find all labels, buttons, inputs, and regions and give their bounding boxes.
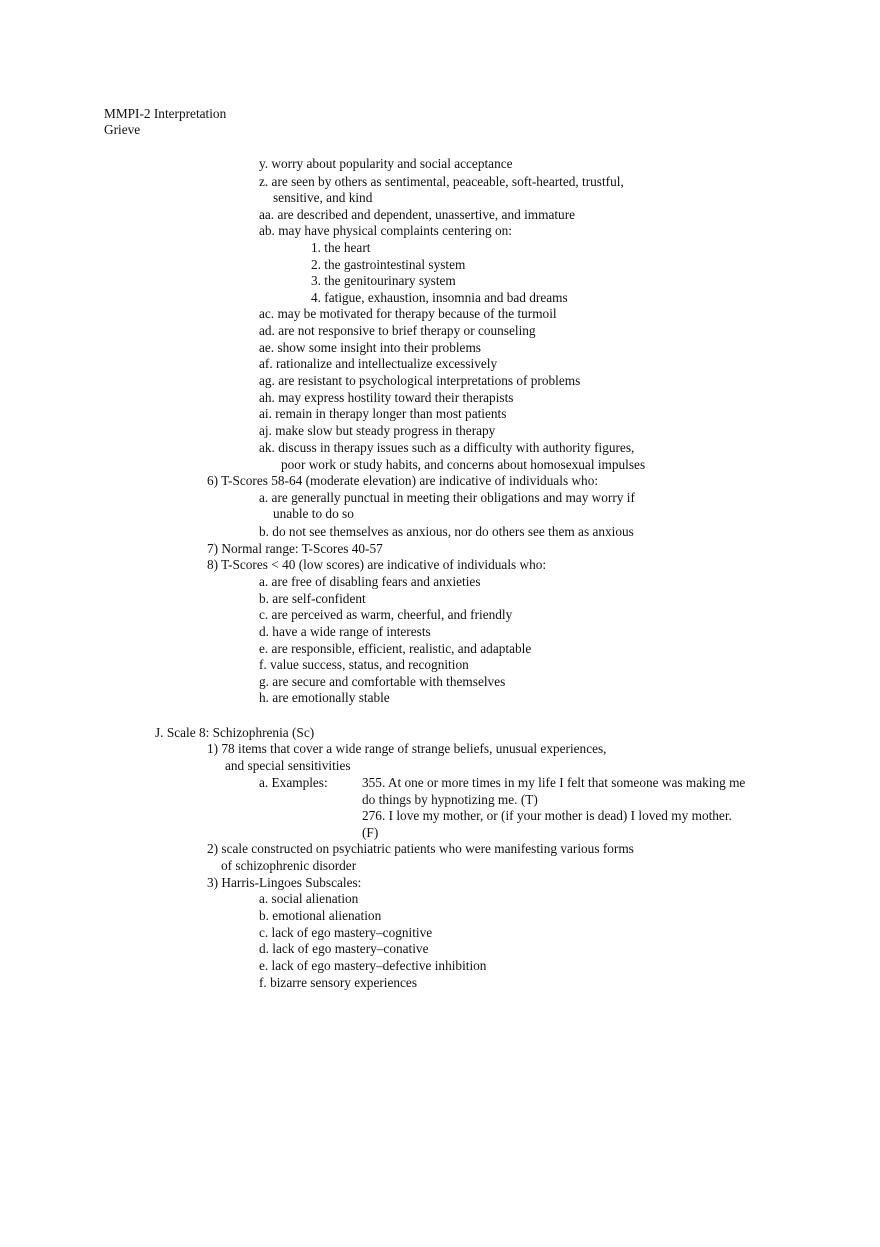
document-author: Grieve [104, 122, 141, 137]
subscale-item: d. lack of ego mastery–conative [259, 941, 429, 956]
subscale-item: f. bizarre sensory experiences [259, 975, 418, 990]
sub-list-item: 3. the genitourinary system [311, 273, 456, 288]
example-item-continuation: (F) [362, 825, 379, 840]
list-item: z. are seen by others as sentimental, peaceable, soft-hearted, trustful, [259, 174, 624, 189]
list-item: ah. may express hostility toward their therapists [259, 390, 514, 405]
list-item: ag. are resistant to psychological interpretations of problems [259, 373, 581, 388]
subscale-item: e. lack of ego mastery–defective inhibition [259, 958, 487, 973]
document-title: MMPI-2 Interpretation [104, 106, 227, 121]
list-item: f. value success, status, and recognition [259, 657, 469, 672]
list-item: y. worry about popularity and social acceptance [259, 156, 513, 171]
subscale-item: a. social alienation [259, 891, 359, 906]
example-item-continuation: do things by hypnotizing me. (T) [362, 792, 538, 807]
subscale-item: b. emotional alienation [259, 908, 382, 923]
list-item-continuation: sensitive, and kind [273, 190, 373, 205]
section-heading-low: 8) T-Scores < 40 (low scores) are indicative of individuals who: [207, 557, 547, 572]
list-item: ab. may have physical complaints centering on: [259, 223, 512, 238]
list-item: e. are responsible, efficient, realistic, and adaptable [259, 641, 532, 656]
numbered-point: 1) 78 items that cover a wide range of strange beliefs, unusual experiences, [207, 741, 607, 756]
list-item-continuation: poor work or study habits, and concerns about homosexual impulses [281, 457, 646, 472]
example-item: 355. At one or more times in my life I felt that someone was making me [362, 775, 746, 790]
numbered-point-continuation: and special sensitivities [225, 758, 351, 773]
numbered-point: 3) Harris-Lingoes Subscales: [207, 875, 362, 890]
list-item: b. are self-confident [259, 591, 366, 606]
example-item: 276. I love my mother, or (if your mother is dead) I loved my mother. [362, 808, 732, 823]
list-item: ai. remain in therapy longer than most patients [259, 406, 507, 421]
section-heading-moderate: 6) T-Scores 58-64 (moderate elevation) are indicative of individuals who: [207, 473, 599, 488]
list-item: d. have a wide range of interests [259, 624, 431, 639]
numbered-point-continuation: of schizophrenic disorder [221, 858, 357, 873]
examples-label: a. Examples: [259, 775, 328, 790]
numbered-point: 2) scale constructed on psychiatric patients who were manifesting various forms [207, 841, 634, 856]
list-item: ad. are not responsive to brief therapy or counseling [259, 323, 536, 338]
list-item: ak. discuss in therapy issues such as a difficulty with authority figures, [259, 440, 635, 455]
list-item: g. are secure and comfortable with themselves [259, 674, 506, 689]
list-item: h. are emotionally stable [259, 690, 390, 705]
list-item: ac. may be motivated for therapy because of the turmoil [259, 306, 557, 321]
list-item: aa. are described and dependent, unassertive, and immature [259, 207, 576, 222]
scale8-heading: J. Scale 8: Schizophrenia (Sc) [155, 725, 315, 740]
list-item: a. are free of disabling fears and anxieties [259, 574, 481, 589]
sub-list-item: 4. fatigue, exhaustion, insomnia and bad dreams [311, 290, 568, 305]
list-item: aj. make slow but steady progress in therapy [259, 423, 496, 438]
list-item: ae. show some insight into their problems [259, 340, 481, 355]
list-item: c. are perceived as warm, cheerful, and friendly [259, 607, 513, 622]
sub-list-item: 1. the heart [311, 240, 371, 255]
section-heading-normal: 7) Normal range: T-Scores 40-57 [207, 541, 383, 556]
subscale-item: c. lack of ego mastery–cognitive [259, 925, 433, 940]
list-item: b. do not see themselves as anxious, nor do others see them as anxious [259, 524, 634, 539]
list-item: af. rationalize and intellectualize excessively [259, 356, 498, 371]
list-item: a. are generally punctual in meeting their obligations and may worry if [259, 490, 635, 505]
list-item-continuation: unable to do so [273, 506, 354, 521]
sub-list-item: 2. the gastrointestinal system [311, 257, 466, 272]
